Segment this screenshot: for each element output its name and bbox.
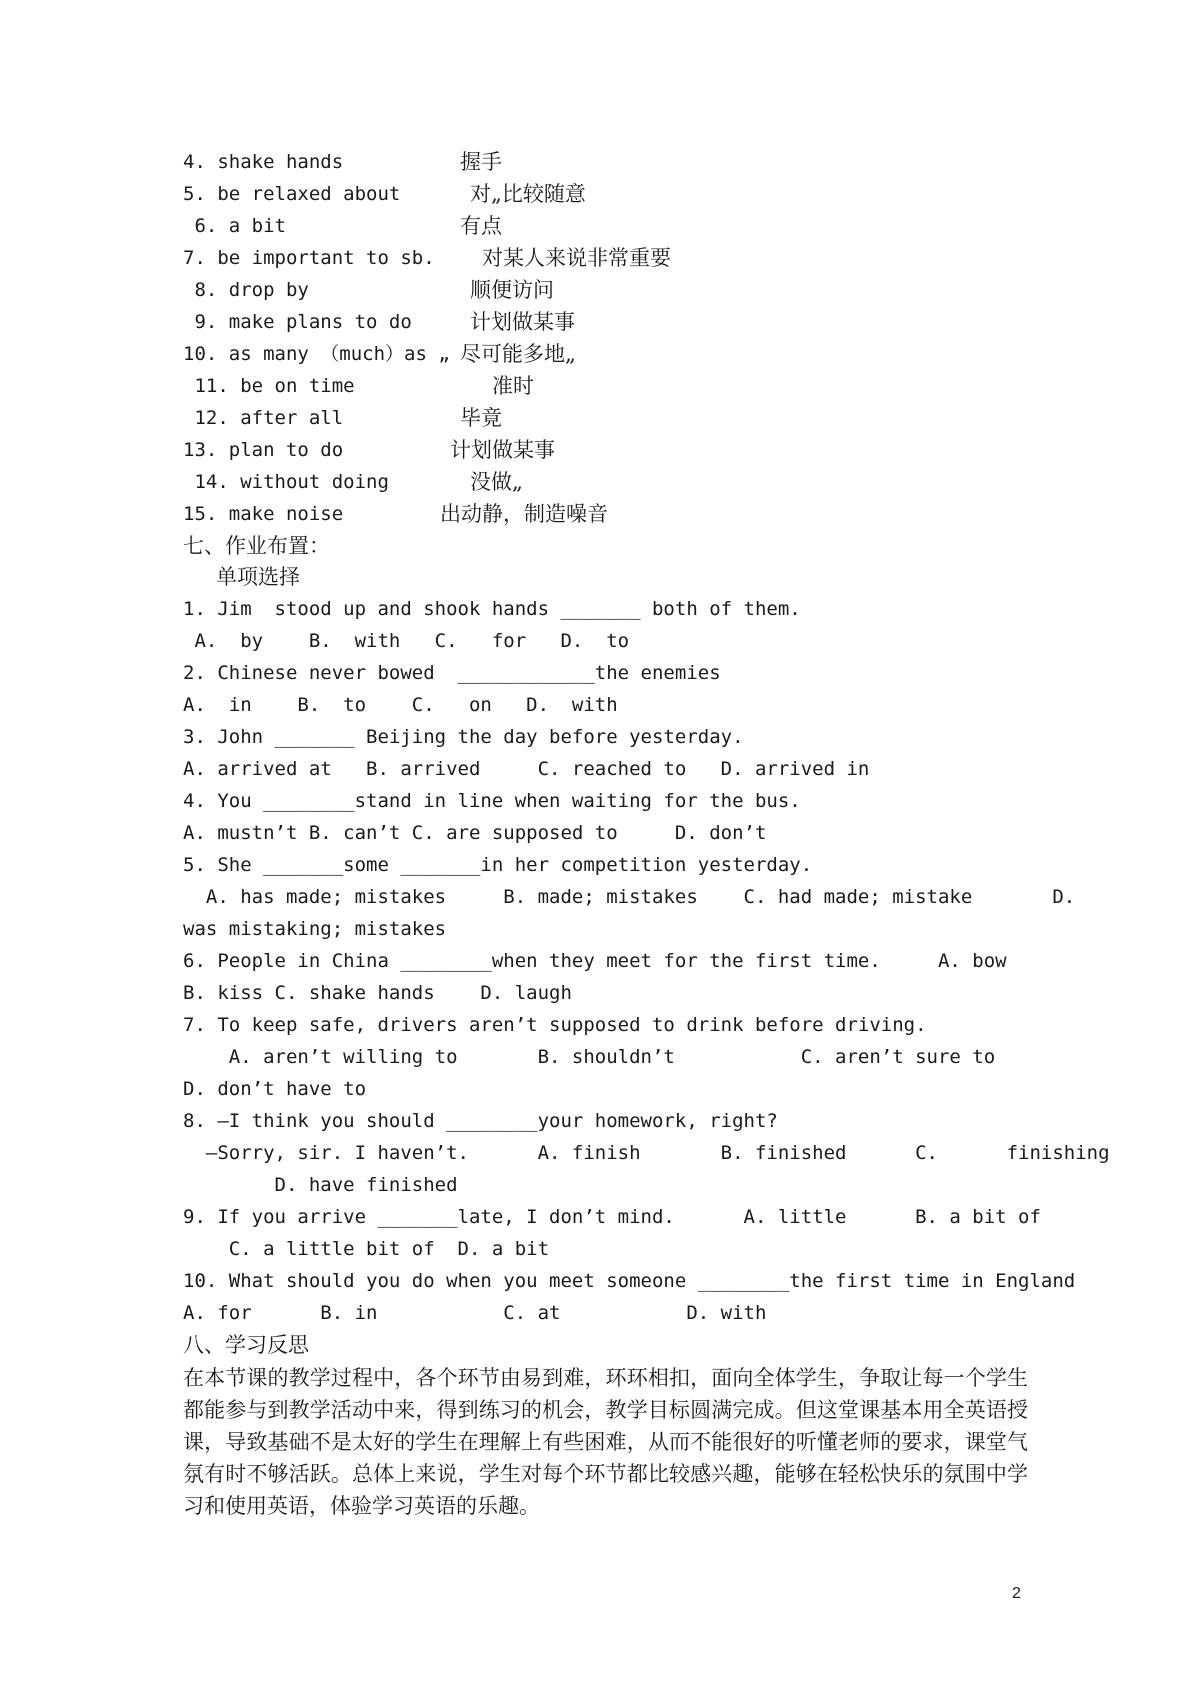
reflection-heading: 八、学习反思 (183, 1333, 309, 1357)
phrase-en: 6. a bit (183, 215, 286, 237)
exercise-line: A. by B. with C. for D. to (183, 630, 630, 652)
phrase-item (183, 180, 586, 208)
exercise-line: 6. People in China ________when they meet for the first time. A. bow (183, 950, 1007, 972)
exercise-line: 10. What should you do when you meet someone ________the first time in England (183, 1270, 1076, 1292)
phrase-cn: 没做„ (470, 470, 523, 494)
phrase-cn: 对某人来说非常重要 (482, 246, 671, 270)
exercise-line: 4. You ________stand in line when waiting for the bus. (183, 790, 801, 812)
exercise-line: D. don’t have to (183, 1078, 367, 1100)
phrase-en: 13. plan to do (183, 439, 344, 461)
reflection-paragraph: 在本节课的教学过程中，各个环节由易到难，环环相扣，面向全体学生，争取让每一个学生都能参与到教学活动中来，得到练习的机会，教学目标圆满完成。但这堂课基本用全英语授课，导致基础不是太好的学生在理解上有些困难，从而不能很好的听懂老师的要求，课堂气氛有时不够活跃。总体上来说，学生对每个环节都比较感兴趣，能够在轻松快乐的氛围中学习和使用英语，体验学习英语的乐趣。 (183, 1366, 1028, 1518)
phrase-item (183, 404, 502, 432)
phrase-item (183, 212, 502, 240)
phrase-item (183, 436, 555, 464)
page-number: 2 (1012, 1585, 1021, 1602)
phrase-cn: 毕竟 (460, 406, 502, 430)
phrase-cn: 准时 (492, 374, 534, 398)
exercise-line: D. have finished (183, 1174, 458, 1196)
phrase-cn: 握手 (460, 150, 502, 174)
phrase-item (183, 308, 575, 336)
exercise-line: B. kiss C. shake hands D. laugh (183, 982, 572, 1004)
phrase-cn: 出动静，制造噪音 (440, 502, 608, 526)
exercise-line: A. mustn’t B. can’t C. are supposed to D. don’t (183, 822, 767, 844)
phrase-cn: 对„比较随意 (470, 182, 586, 206)
homework-heading: 七、作业布置： (183, 534, 330, 558)
phrase-cn: 计划做某事 (470, 310, 575, 334)
exercise-line: A. has made; mistakes B. made; mistakes C. had made; mistake D. (183, 886, 1076, 908)
exercise-line: —Sorry, sir. I haven’t. A. finish B. finished C. finishing (183, 1142, 1110, 1164)
exercise-line: 7. To keep safe, drivers aren’t supposed to drink before driving. (183, 1014, 927, 1036)
exercise-line: 5. She _______some _______in her competition yesterday. (183, 854, 813, 876)
phrase-cn: 计划做某事 (450, 438, 555, 462)
phrase-item (183, 340, 576, 368)
phrase-en: 10. as many （much）as „ (183, 343, 450, 365)
phrase-cn: 有点 (460, 214, 502, 238)
phrase-en: 15. make noise (183, 503, 344, 525)
exercise-line: A. for B. in C. at D. with (183, 1302, 767, 1324)
phrase-item (183, 244, 671, 272)
exercise-line: was mistaking; mistakes (183, 918, 447, 940)
homework-subheading: 单项选择 (216, 565, 300, 589)
phrase-en: 11. be on time (183, 375, 355, 397)
phrase-en: 4. shake hands (183, 151, 344, 173)
exercise-line: A. arrived at B. arrived C. reached to D. arrived in (183, 758, 870, 780)
phrase-en: 9. make plans to do (183, 311, 412, 333)
phrase-item (183, 276, 554, 304)
phrase-cn: 顺便访问 (470, 278, 554, 302)
exercise-line: 8. —I think you should ________your homework, right? (183, 1110, 778, 1132)
exercise-line: 2. Chinese never bowed ____________the enemies (183, 662, 721, 684)
phrase-item (183, 468, 523, 496)
phrase-en: 7. be important to sb. (183, 247, 435, 269)
exercise-line: C. a little bit of D. a bit (183, 1238, 550, 1260)
phrase-item (183, 372, 534, 400)
phrase-en: 5. be relaxed about (183, 183, 401, 205)
phrase-en: 8. drop by (183, 279, 309, 301)
phrase-item (183, 148, 502, 176)
exercise-line: 1. Jim stood up and shook hands _______ both of them. (183, 598, 801, 620)
exercise-line: A. aren’t willing to B. shouldn’t C. aren’t sure to (183, 1046, 996, 1068)
phrase-en: 14. without doing (183, 471, 389, 493)
exercise-line: 9. If you arrive _______late, I don’t mind. A. little B. a bit of (183, 1206, 1041, 1228)
exercise-line: A. in B. to C. on D. with (183, 694, 618, 716)
phrase-cn: 尽可能多地„ (460, 342, 576, 366)
exercise-line: 3. John _______ Beijing the day before yesterday. (183, 726, 744, 748)
phrase-en: 12. after all (183, 407, 344, 429)
phrase-item (183, 500, 608, 528)
